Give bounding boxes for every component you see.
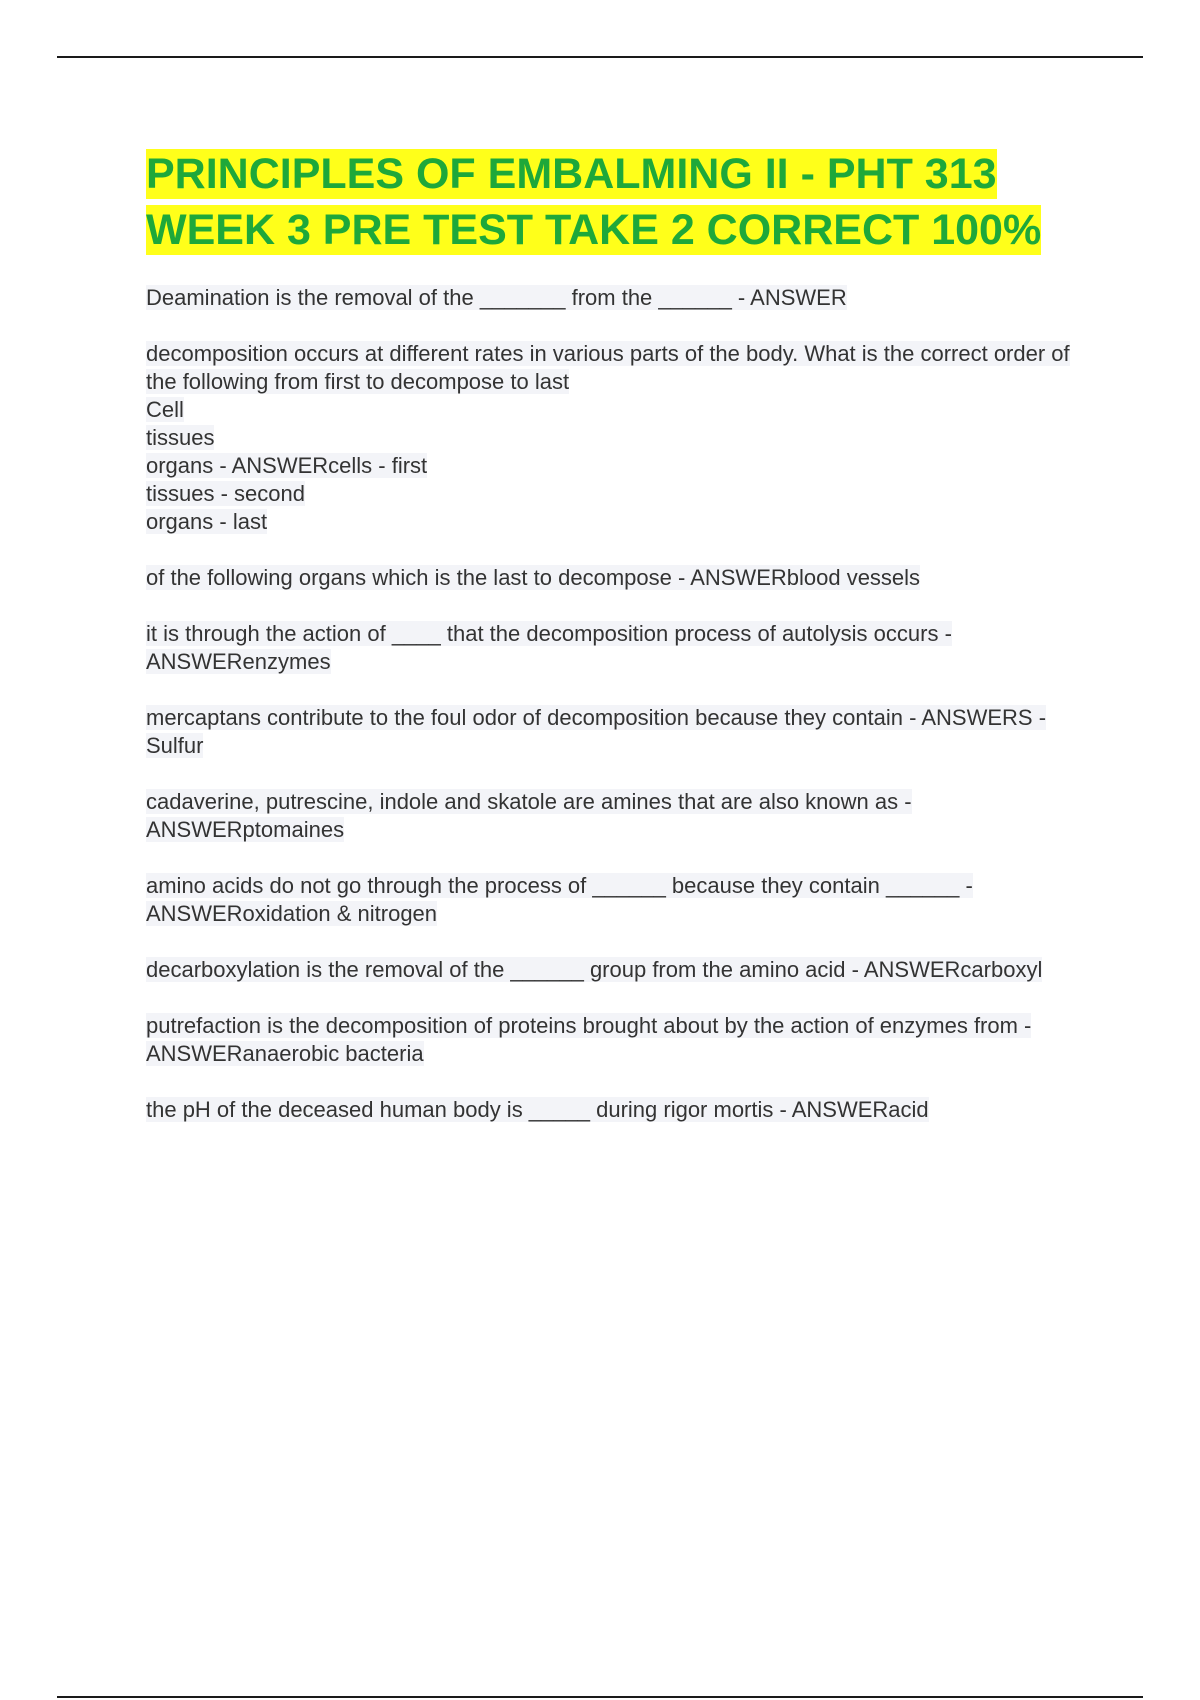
document-body	[146, 146, 1086, 1152]
qa-line	[146, 340, 1086, 396]
qa-item-mercaptans	[146, 704, 1086, 760]
qa-line	[146, 396, 1086, 424]
qa-line	[146, 480, 1086, 508]
qa-item-putrefaction	[146, 1012, 1086, 1068]
qa-item-autolysis	[146, 620, 1086, 676]
qa-item-amines	[146, 788, 1086, 844]
qa-item-amino-acids	[146, 872, 1086, 928]
qa-text: Cell	[146, 397, 184, 422]
qa-item-deamination	[146, 284, 1086, 312]
qa-text: cadaverine, putrescine, indole and skatole are amines that are also known as - ANSWERptomaines	[146, 789, 912, 842]
top-rule	[57, 56, 1143, 58]
qa-text: organs - ANSWERcells - first	[146, 453, 428, 478]
document-title	[146, 146, 1086, 258]
qa-text: decomposition occurs at different rates in various parts of the body. What is the correct order of the following from first to decompose to last	[146, 341, 1070, 394]
bottom-rule	[57, 1696, 1143, 1698]
qa-item-decomposition-order	[146, 340, 1086, 536]
qa-text: putrefaction is the decomposition of proteins brought about by the action of enzymes from - ANSWERanaerobic bacteria	[146, 1013, 1032, 1066]
qa-text: it is through the action of ____ that the decomposition process of autolysis occurs - ANSWERenzymes	[146, 621, 952, 674]
qa-text: tissues	[146, 425, 215, 450]
qa-text: amino acids do not go through the process of ______ because they contain ______ - ANSWERoxidation & nitrogen	[146, 873, 973, 926]
qa-text: organs - last	[146, 509, 268, 534]
qa-text: decarboxylation is the removal of the ______ group from the amino acid - ANSWERcarboxyl	[146, 957, 1043, 982]
qa-line	[146, 424, 1086, 452]
qa-line	[146, 452, 1086, 480]
qa-text: of the following organs which is the last to decompose - ANSWERblood vessels	[146, 565, 921, 590]
qa-item-ph-rigor	[146, 1096, 1086, 1124]
document-title-text: PRINCIPLES OF EMBALMING II - PHT 313 WEEK 3 PRE TEST TAKE 2 CORRECT 100%	[146, 150, 1042, 254]
qa-text: tissues - second	[146, 481, 305, 506]
qa-text: the pH of the deceased human body is _____ during rigor mortis - ANSWERacid	[146, 1097, 929, 1122]
qa-text: Deamination is the removal of the _______ from the ______ - ANSWER	[146, 285, 847, 310]
qa-line	[146, 508, 1086, 536]
qa-item-last-organ	[146, 564, 1086, 592]
qa-item-decarboxylation	[146, 956, 1086, 984]
qa-text: mercaptans contribute to the foul odor of decomposition because they contain - ANSWERS - Sulfur	[146, 705, 1047, 758]
